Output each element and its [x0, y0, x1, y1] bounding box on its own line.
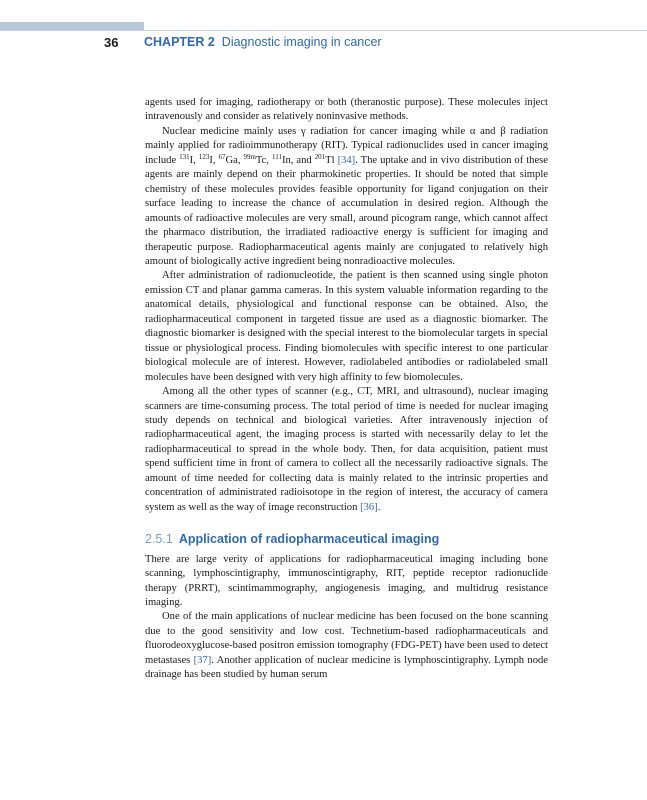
paragraph: There are large verity of applications for radiopharmaceutical imaging including bone scanning, lymphoscintigraphy, immunoscintigraphy, RIT, peptide receptor radionuclide therapy (PRRT), scintimammography, angiogenesis imaging, and multidrug resistance imaging.: [145, 553, 548, 608]
paragraph: Among all the other types of scanner (e.g., CT, MRI, and ultrasound), nuclear imaging scanners are time-consuming process. The total period of time is needed for nuclear imaging study depends on technical and biological varieties. After intravenously injection of radiopharmaceutical agent, the imaging process is started with necessarily delay to let the radiopharmaceutical to spread in the whole body. Then, for data acquisition, patient must spend sufficient time in front of camera to collect all the necessarily radioactive signals. The amount of time needed for collecting data is mainly related to the intrinsic properties and concentration of administrated radioisotope in the region of interest, the accuracy of camera system as well as the way of image reconstruction [36].: [145, 386, 548, 513]
top-rule: [0, 30, 647, 31]
section-number: 2.5.1: [145, 532, 173, 547]
paragraph: Nuclear medicine mainly uses γ radiation for cancer imaging while α and β radiation mainly applied for radioimmunotherapy (RIT). Typical radionuclides used in cancer imaging include $^{131}$I, $^{123}$I, $^{67}$Ga, $^{99m}$Tc, $^{111}$In, and $^{201}$Tl [34]. The uptake and in vivo distribution of these agents are mainly depend on their pharmokinetic properties. It should be noted that simple chemistry of these molecules provides feasible opportunity for ligand conjugation on their surface leading to increase the chance of accumulation in desired region. Although the amounts of radioactive molecules are very small, around picogram range, which cannot affect the pharmaco distribution, the irradiated radioactive energy is sufficient for imaging and therapeutic purpose. Radiopharmaceutical agents mainly are conjugated to relatively high amount of biologically active ingredient being nonradioactive molecules.: [145, 125, 548, 267]
section-title: Application of radiopharmaceutical imaging: [178, 532, 440, 547]
paragraph: agents used for imaging, radiotherapy or both (theranostic purpose). These molecules inject intravenously and consider as relatively noninvasive methods.: [145, 97, 548, 123]
citation-link[interactable]: [36]: [360, 501, 378, 513]
citation-link[interactable]: [37]: [193, 654, 212, 666]
section-heading: [145, 532, 548, 546]
chapter-label: CHAPTER 2: [144, 35, 215, 49]
paragraph: After administration of radionucleotide, the patient is then scanned using single photon emission CT and planar gamma cameras. In this system valuable information regarding to the anatomical details, physiological and functional response can be obtained. Also, the radiopharmaceutical component in targeted tissue are used as a diagnostic biomarker. The diagnostic biomarker is designed with the special interest to the biomolecular targets in special tissue or physiological process. Finding biomolecules with specific interest to one particular biological molecule are of interest. However, radiolabeled antibodies or radiolabeled small molecules have been designed with very high affinity to few biomolecules.: [145, 270, 548, 383]
isotope-mass: 99m: [243, 152, 256, 161]
paragraph: One of the main applications of nuclear medicine has been focused on the bone scanning due to the good sensitivity and low cost. Technetium-based radiopharmaceuticals and fluorodeoxyglucose-based positron emission tomography (FDG-PET) have been used to detect metastases [37]. Another application of nuclear medicine is lymphoscintigraphy. Lymph node drainage has been studied by human serum: [145, 611, 548, 681]
isotope-mass: 201: [314, 152, 326, 161]
body-text: [145, 96, 548, 683]
top-accent-bar: [0, 22, 144, 30]
chapter-heading: [144, 35, 382, 49]
isotope-mass: 111: [271, 152, 282, 161]
citation-link[interactable]: [34]: [337, 154, 356, 166]
isotope-mass: 67: [218, 152, 226, 161]
page-number: 36: [104, 35, 119, 50]
isotope-mass: 131: [179, 152, 190, 161]
chapter-title: Diagnostic imaging in cancer: [221, 35, 382, 49]
isotope-mass: 123: [198, 152, 210, 161]
